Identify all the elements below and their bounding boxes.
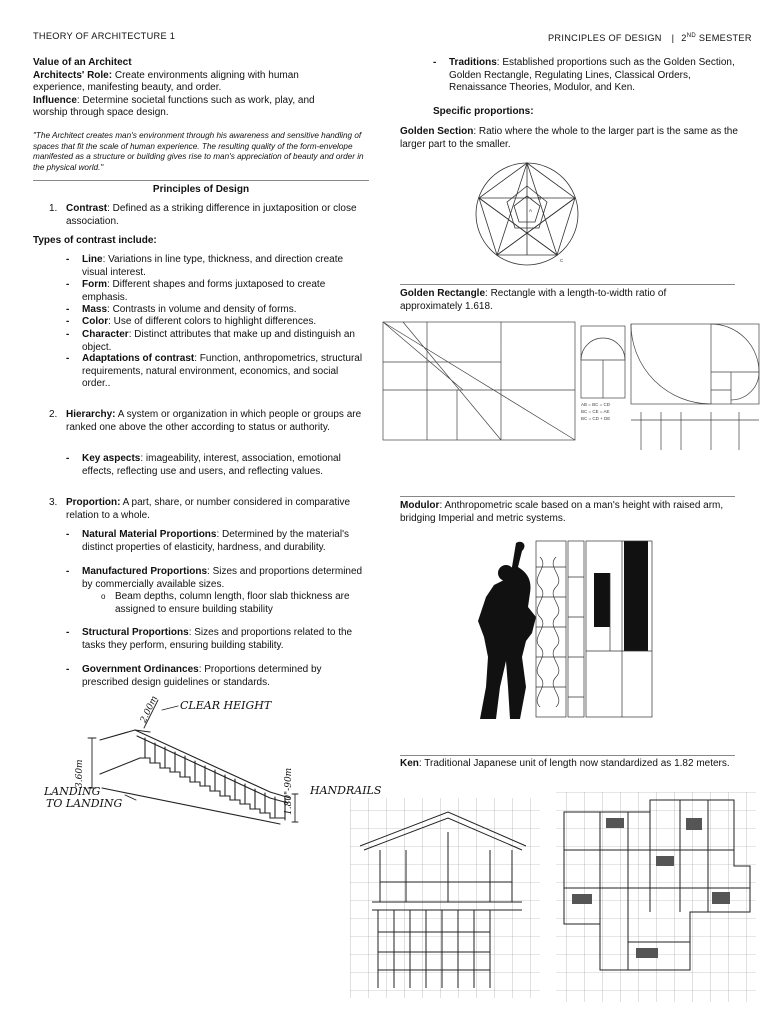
item-text: : Different shapes and forms juxtaposed to create emphasis. — [82, 279, 326, 303]
contrast-label: Contrast — [66, 203, 108, 214]
natural-text: : Determined by the material's distinct properties of elasticity, hardness, and durability. — [82, 529, 349, 553]
header-separator: | — [671, 33, 675, 44]
svg-text:BC = CD + DE: BC = CD + DE — [581, 416, 611, 421]
traditions — [449, 57, 739, 95]
ken — [400, 758, 730, 771]
proportion-label: Proportion: — [66, 497, 121, 508]
modulor-label: Modulor — [400, 500, 440, 511]
header-semester-word: SEMESTER — [695, 33, 752, 44]
architect-quote: "The Architect creates man's environment through his awareness and sensitive handling of spaces that fit the scale of human experience. The resulting quality of the form-envelope manifested as a structure or building gives rise to man's appreciation of beauty and order in the physical world." — [33, 131, 364, 172]
principles-heading: Principles of Design — [152, 184, 250, 195]
bullet-dash: - — [66, 304, 70, 315]
bullet-dash: - — [66, 453, 70, 464]
list-number: 3. — [49, 497, 58, 508]
intro-section — [33, 57, 333, 120]
natural-proportions — [82, 529, 366, 554]
list-item — [82, 304, 364, 317]
dimension-label: 3.60m — [75, 759, 85, 788]
list-number: 1. — [49, 203, 58, 214]
role-text: Create environments aligning with human experience, manifesting beauty, and order. — [33, 69, 299, 94]
government-text: : Proportions determined by prescribed design guidelines or standards. — [82, 664, 322, 688]
list-item — [82, 353, 364, 391]
dimension-label: 1.80"-90m — [284, 767, 294, 815]
svg-text:BC = CE = AE: BC = CE = AE — [581, 409, 610, 414]
golden-rectangle-label: Golden Rectangle — [400, 288, 486, 299]
hierarchy-text: A system or organization in which people or groups are ranked one above the other according to status or authority. — [66, 409, 362, 433]
list-item — [82, 329, 364, 354]
list-item — [82, 254, 364, 279]
dimension-label: 2.00m — [138, 694, 161, 725]
item-label: Line — [82, 254, 103, 265]
specific-proportions-heading: Specific proportions: — [433, 106, 534, 117]
ken-grid-drawings — [350, 792, 760, 1010]
bullet-dash: - — [66, 316, 70, 327]
proportion-definition — [66, 497, 366, 522]
handrails-label: HANDRAILS — [310, 784, 382, 797]
svg-text:AB = BC = CD: AB = BC = CD — [581, 402, 611, 407]
contrast-text: : Defined as a striking difference in juxtaposition or close association. — [66, 203, 357, 227]
bullet-dash: - — [66, 566, 70, 577]
influence-text: : Determine societal functions such as work, play, and worship through space design. — [33, 94, 315, 119]
svg-text:B: B — [538, 196, 542, 201]
government-label: Government Ordinances — [82, 664, 199, 675]
modulor-figure — [472, 537, 660, 723]
item-label: Mass — [82, 304, 108, 315]
bullet-dash: - — [66, 254, 70, 265]
list-item — [82, 316, 364, 329]
government-ordinances — [82, 664, 366, 689]
modulor — [400, 500, 730, 525]
traditions-label: Traditions — [449, 57, 497, 68]
divider — [33, 180, 369, 181]
item-label: Character — [82, 329, 129, 340]
list-item — [82, 279, 364, 304]
item-label: Form — [82, 279, 107, 290]
clear-height-label: CLEAR HEIGHT — [180, 699, 272, 712]
sub-bullet: o — [101, 592, 106, 601]
header-topic: PRINCIPLES OF DESIGN — [548, 33, 662, 44]
golden-rectangle-text: : Rectangle with a length-to-width ratio of approximately 1.618. — [400, 288, 667, 312]
header-semester-number: 2 — [681, 33, 687, 44]
page-header-right — [548, 30, 752, 45]
bullet-dash: - — [433, 57, 437, 68]
divider — [400, 496, 735, 497]
manufactured-proportions — [82, 566, 366, 591]
item-text: : Contrasts in volume and density of forms. — [107, 304, 297, 315]
structural-text: : Sizes and proportions related to the tasks they perform, ensuring building stability. — [82, 627, 353, 651]
bullet-dash: - — [66, 279, 70, 290]
influence-label: Influence — [33, 94, 77, 106]
svg-text:A: A — [529, 208, 533, 213]
bullet-dash: - — [66, 353, 70, 364]
manufactured-label: Manufactured Proportions — [82, 566, 208, 577]
golden-rectangle — [400, 288, 730, 313]
bullet-dash: - — [66, 529, 70, 540]
golden-section-label: Golden Section — [400, 126, 474, 137]
golden-section-pentagram — [472, 158, 582, 270]
natural-label: Natural Material Proportions — [82, 529, 217, 540]
key-aspects-text: : imageability, interest, association, emotional effects, reflecting use and users, and reflecting values. — [82, 453, 341, 477]
role-label: Architects' Role: — [33, 69, 113, 81]
traditions-text: : Established proportions such as the Golden Section, Golden Rectangle, Regulating Lines, Classical Orders, Renaissance Theories, Modulor, and Ken. — [449, 57, 735, 94]
architect-role — [33, 70, 333, 95]
hierarchy-definition — [66, 409, 364, 434]
ken-label: Ken — [400, 758, 419, 769]
bullet-dash: - — [66, 664, 70, 675]
divider — [400, 755, 735, 756]
bullet-dash: - — [66, 627, 70, 638]
ken-text: : Traditional Japanese unit of length now standardized as 1.82 meters. — [418, 758, 730, 769]
manufactured-text: : Sizes and proportions determined by commercially available sizes. — [82, 566, 363, 590]
key-aspects-label: Key aspects — [82, 453, 141, 464]
golden-rectangle-diagrams — [383, 320, 763, 460]
golden-section-text: : Ratio where the whole to the larger part is the same as the larger part to the smaller. — [400, 126, 738, 150]
contrast-definition — [66, 203, 362, 228]
divider — [400, 284, 735, 285]
stair-handrail-sketch — [40, 692, 385, 832]
item-text: : Variations in line type, thickness, and direction create visual interest. — [82, 254, 344, 278]
header-semester-suffix: ND — [686, 33, 696, 39]
architect-influence — [33, 95, 333, 120]
course-title: THEORY OF ARCHITECTURE 1 — [33, 31, 176, 41]
item-text: : Distinct attributes that make up and distinguish an object. — [82, 329, 355, 353]
to-landing-label: TO LANDING — [46, 797, 123, 810]
landing-label: LANDING — [44, 785, 101, 798]
item-text: : Function, anthropometrics, structural requirements, natural environment, economics, and social order.. — [82, 353, 363, 390]
proportion-text: A part, share, or number considered in comparative relation to a whole. — [66, 497, 351, 521]
item-label: Color — [82, 316, 109, 327]
key-aspects — [82, 453, 364, 478]
item-label: Adaptations of contrast — [82, 353, 195, 364]
golden-section — [400, 126, 738, 151]
modulor-text: : Anthropometric scale based on a man's height with raised arm, bridging Imperial and metric systems. — [400, 500, 724, 524]
hierarchy-label: Hierarchy: — [66, 409, 116, 420]
list-number: 2. — [49, 409, 58, 420]
section-title: Value of an Architect — [33, 57, 132, 68]
manufactured-example: Beam depths, column length, floor slab thickness are assigned to ensure building stability — [115, 591, 350, 615]
types-heading: Types of contrast include: — [33, 235, 157, 246]
item-text: : Use of different colors to highlight differences. — [108, 316, 317, 327]
structural-proportions — [82, 627, 372, 652]
structural-label: Structural Proportions — [82, 627, 189, 638]
svg-text:C: C — [560, 258, 564, 263]
bullet-dash: - — [66, 329, 70, 340]
